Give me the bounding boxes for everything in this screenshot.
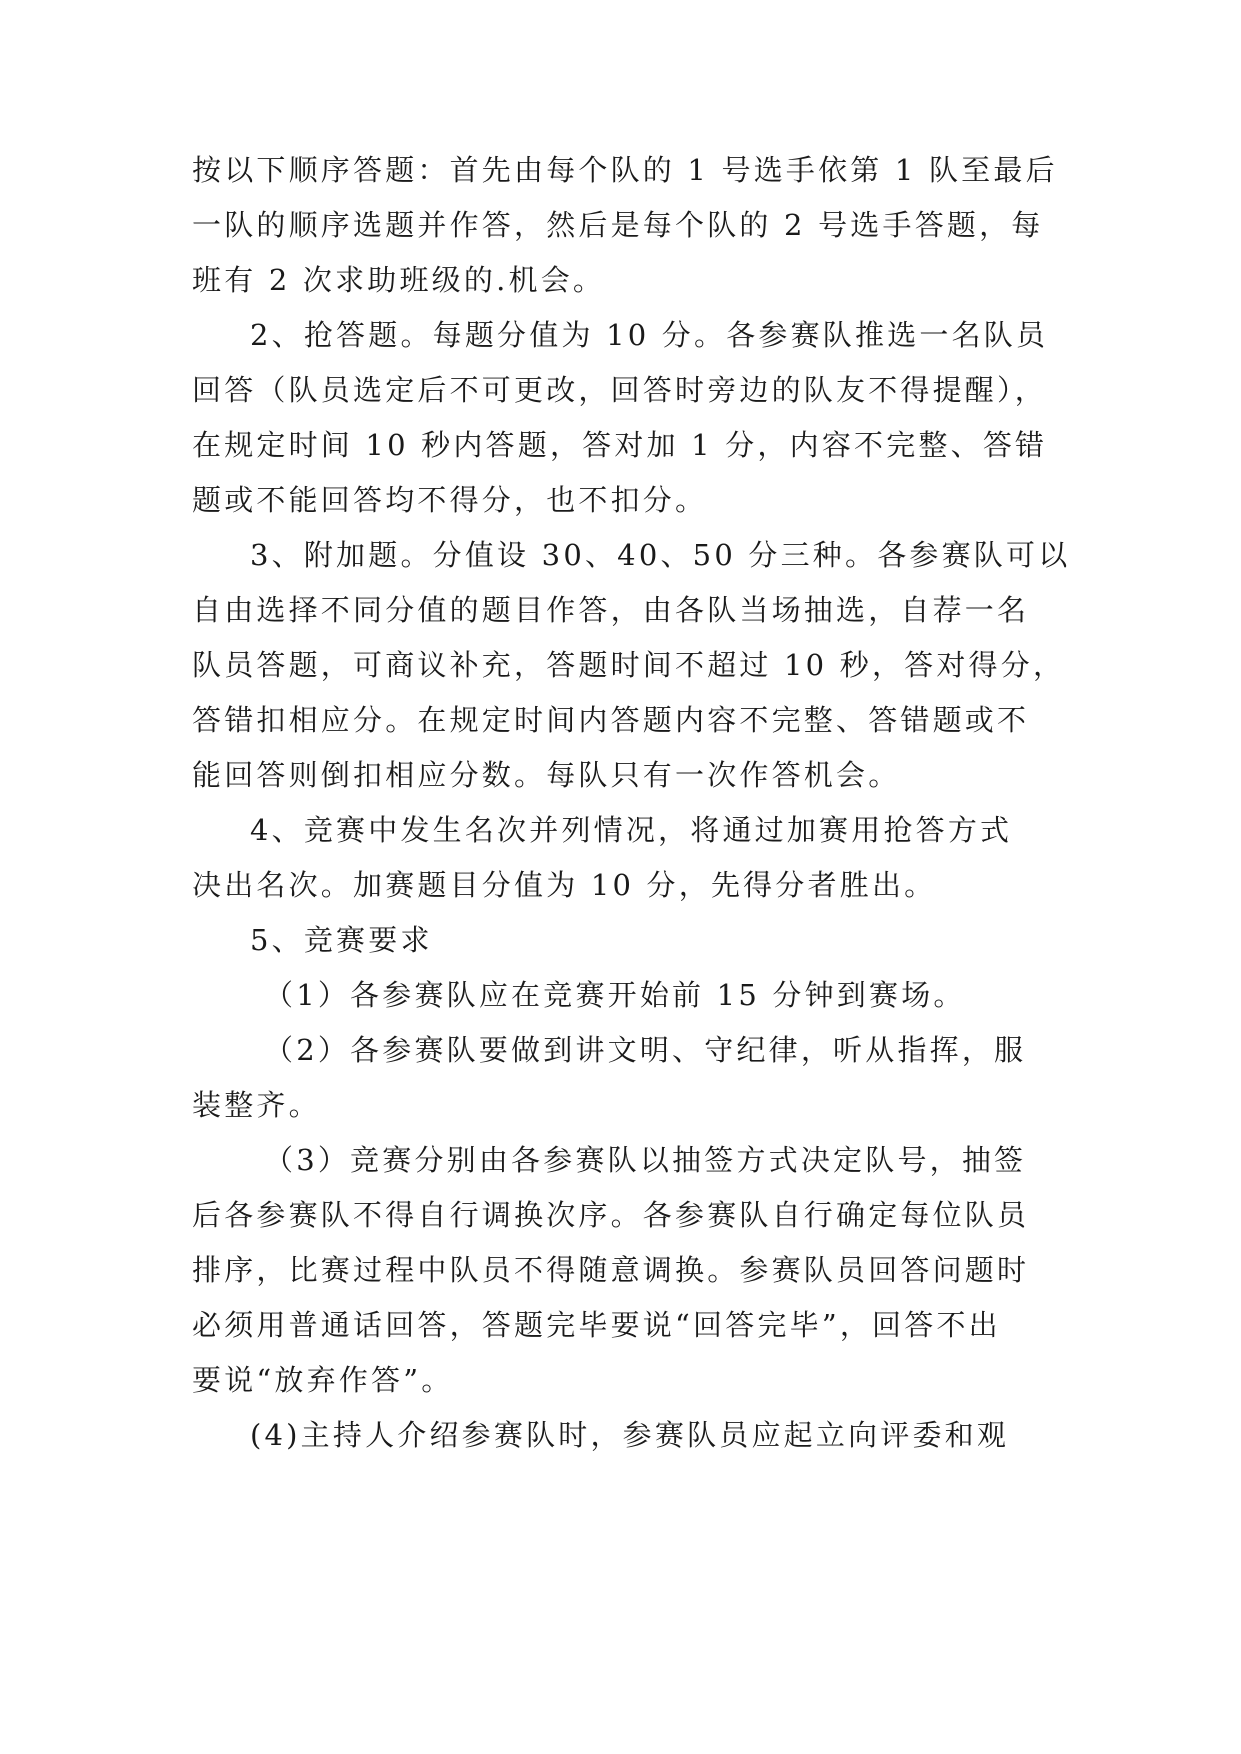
text-line-4: 2、抢答题。每题分值为 10 分。各参赛队推选一名队员 (250, 318, 1049, 352)
text-line-22: 必须用普通话回答，答题完毕要说“回答完毕”，回答不出 (192, 1308, 1001, 1342)
text-line-24: (4)主持人介绍参赛队时，参赛队员应起立向评委和观 (250, 1418, 1010, 1452)
text-line-17: （2）各参赛队要做到讲文明、守纪律，听从指挥，服 (264, 1033, 1027, 1067)
text-line-3: 班有 2 次求助班级的.机会。 (192, 263, 606, 297)
text-line-19: （3）竞赛分别由各参赛队以抽签方式决定队号，抽签 (264, 1143, 1027, 1177)
text-line-21: 排序，比赛过程中队员不得随意调换。参赛队员回答问题时 (192, 1253, 1030, 1287)
text-line-23: 要说“放弃作答”。 (192, 1363, 454, 1397)
text-line-7: 题或不能回答均不得分，也不扣分。 (192, 483, 708, 517)
text-line-12: 能回答则倒扣相应分数。每队只有一次作答机会。 (192, 758, 901, 792)
text-line-5: 回答（队员选定后不可更改，回答时旁边的队友不得提醒）， (192, 373, 1047, 407)
text-line-14: 决出名次。加赛题目分值为 10 分，先得分者胜出。 (192, 868, 937, 902)
text-line-18: 装整齐。 (192, 1088, 321, 1122)
text-line-1: 按以下顺序答题：首先由每个队的 1 号选手依第 1 队至最后 (192, 153, 1058, 187)
text-line-2: 一队的顺序选题并作答，然后是每个队的 2 号选手答题，每 (192, 208, 1044, 242)
text-line-10: 队员答题，可商议补充，答题时间不超过 10 秒，答对得分， (192, 648, 1066, 682)
text-line-8: 3、附加题。分值设 30、40、50 分三种。各参赛队可以 (250, 538, 1071, 572)
text-line-20: 后各参赛队不得自行调换次序。各参赛队自行确定每位队员 (192, 1198, 1030, 1232)
text-line-6: 在规定时间 10 秒内答题，答对加 1 分，内容不完整、答错 (192, 428, 1048, 462)
text-line-13: 4、竞赛中发生名次并列情况，将通过加赛用抢答方式 (250, 813, 1013, 847)
text-line-9: 自由选择不同分值的题目作答，由各队当场抽选，自荐一名 (192, 593, 1030, 627)
text-line-11: 答错扣相应分。在规定时间内答题内容不完整、答错题或不 (192, 703, 1030, 737)
text-line-16: （1）各参赛队应在竞赛开始前 15 分钟到赛场。 (264, 978, 966, 1012)
text-line-15: 5、竞赛要求 (250, 923, 433, 957)
